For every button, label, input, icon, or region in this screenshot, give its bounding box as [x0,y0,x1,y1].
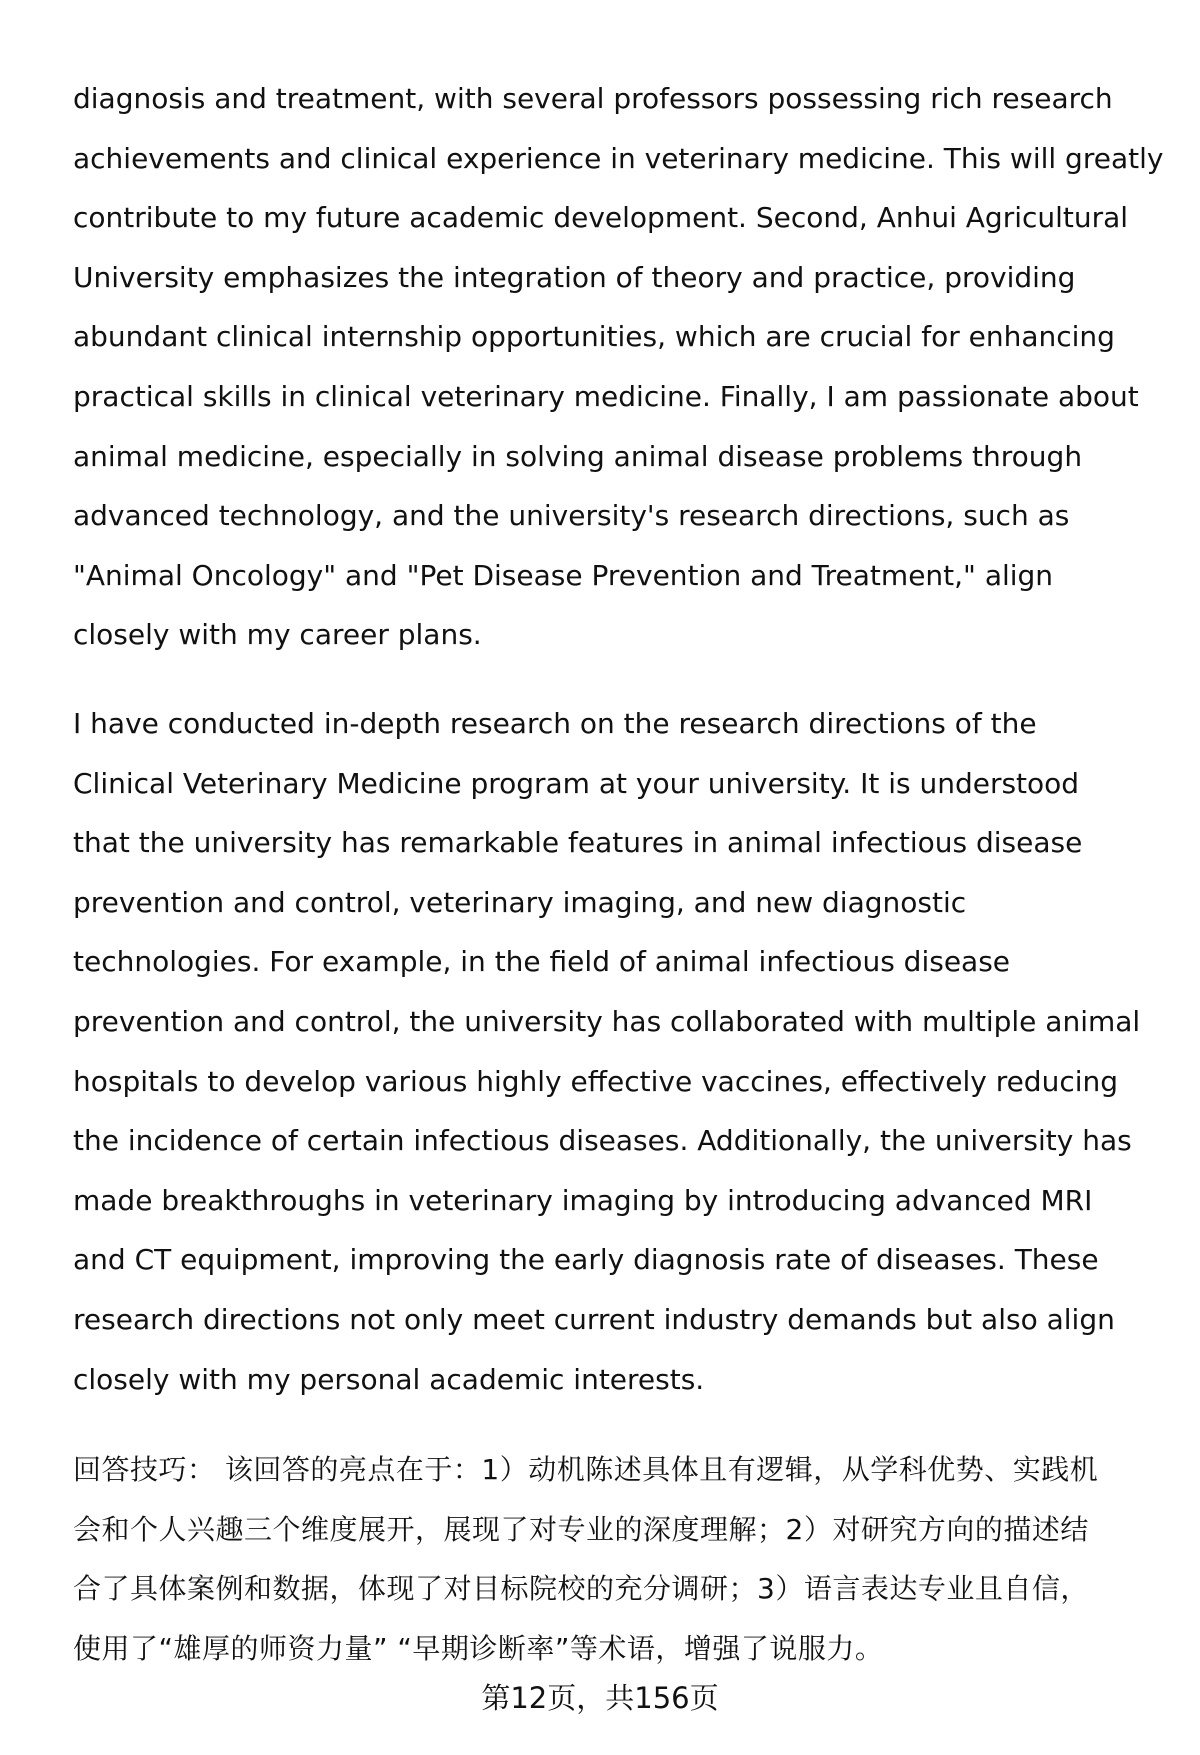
text-line: technologies. For example, in the field of animal infectious disease [73,945,1011,979]
text-line: practical skills in clinical veterinary medicine. Finally, I am passionate about [73,380,1139,413]
text-line: closely with my personal academic interests. [73,1362,705,1396]
text-line: made breakthroughs in veterinary imaging by introducing advanced MRI [73,1183,1093,1217]
text-line: that the university has remarkable features in animal infectious disease [73,826,1083,860]
text-line: closely with my career plans. [73,618,482,652]
text-line: advanced technology, and the university's research directions, such as [73,499,1070,533]
text-line: Clinical Veterinary Medicine program at your university. It is understood [73,766,1080,800]
text-line: animal medicine, especially in solving animal disease problems through [73,439,1083,473]
text-line: 合了具体案例和数据，体现了对目标院校的充分调研；3）语言表达专业且自信， [73,1572,1089,1606]
text-line: 使用了“雄厚的师资力量” “早期诊断率”等术语，增强了说服力。 [73,1631,884,1665]
text-line: contribute to my future academic development. Second, Anhui Agricultural [73,201,1129,235]
text-line: 会和个人兴趣三个维度展开，展现了对专业的深度理解；2）对研究方向的描述结 [73,1512,1089,1546]
text-line: prevention and control, veterinary imaging, and new diagnostic [73,885,967,919]
text-line: "Animal Oncology" and "Pet Disease Prevention and Treatment," align [73,558,1054,592]
text-line: 回答技巧： 该回答的亮点在于：1）动机陈述具体且有逻辑，从学科优势、实践机 [73,1453,1099,1486]
text-line: hospitals to develop various highly effective vaccines, effectively reducing [73,1064,1119,1098]
page-number: 第12页，共156页 [481,1681,719,1715]
text-line: University emphasizes the integration of theory and practice, providing [73,260,1076,294]
text-line: and CT equipment, improving the early diagnosis rate of diseases. These [73,1243,1099,1277]
text-line: diagnosis and treatment, with several professors possessing rich research [73,82,1113,115]
text-line: the incidence of certain infectious diseases. Additionally, the university has [73,1124,1132,1158]
text-line: research directions not only meet current industry demands but also align [73,1303,1115,1336]
text-line: prevention and control, the university has collaborated with multiple animal [73,1005,1141,1038]
text-line: abundant clinical internship opportunities, which are crucial for enhancing [73,320,1115,354]
text-line: achievements and clinical experience in veterinary medicine. This will greatly [73,141,1164,175]
text-line: I have conducted in-depth research on the research directions of the [73,707,1037,740]
